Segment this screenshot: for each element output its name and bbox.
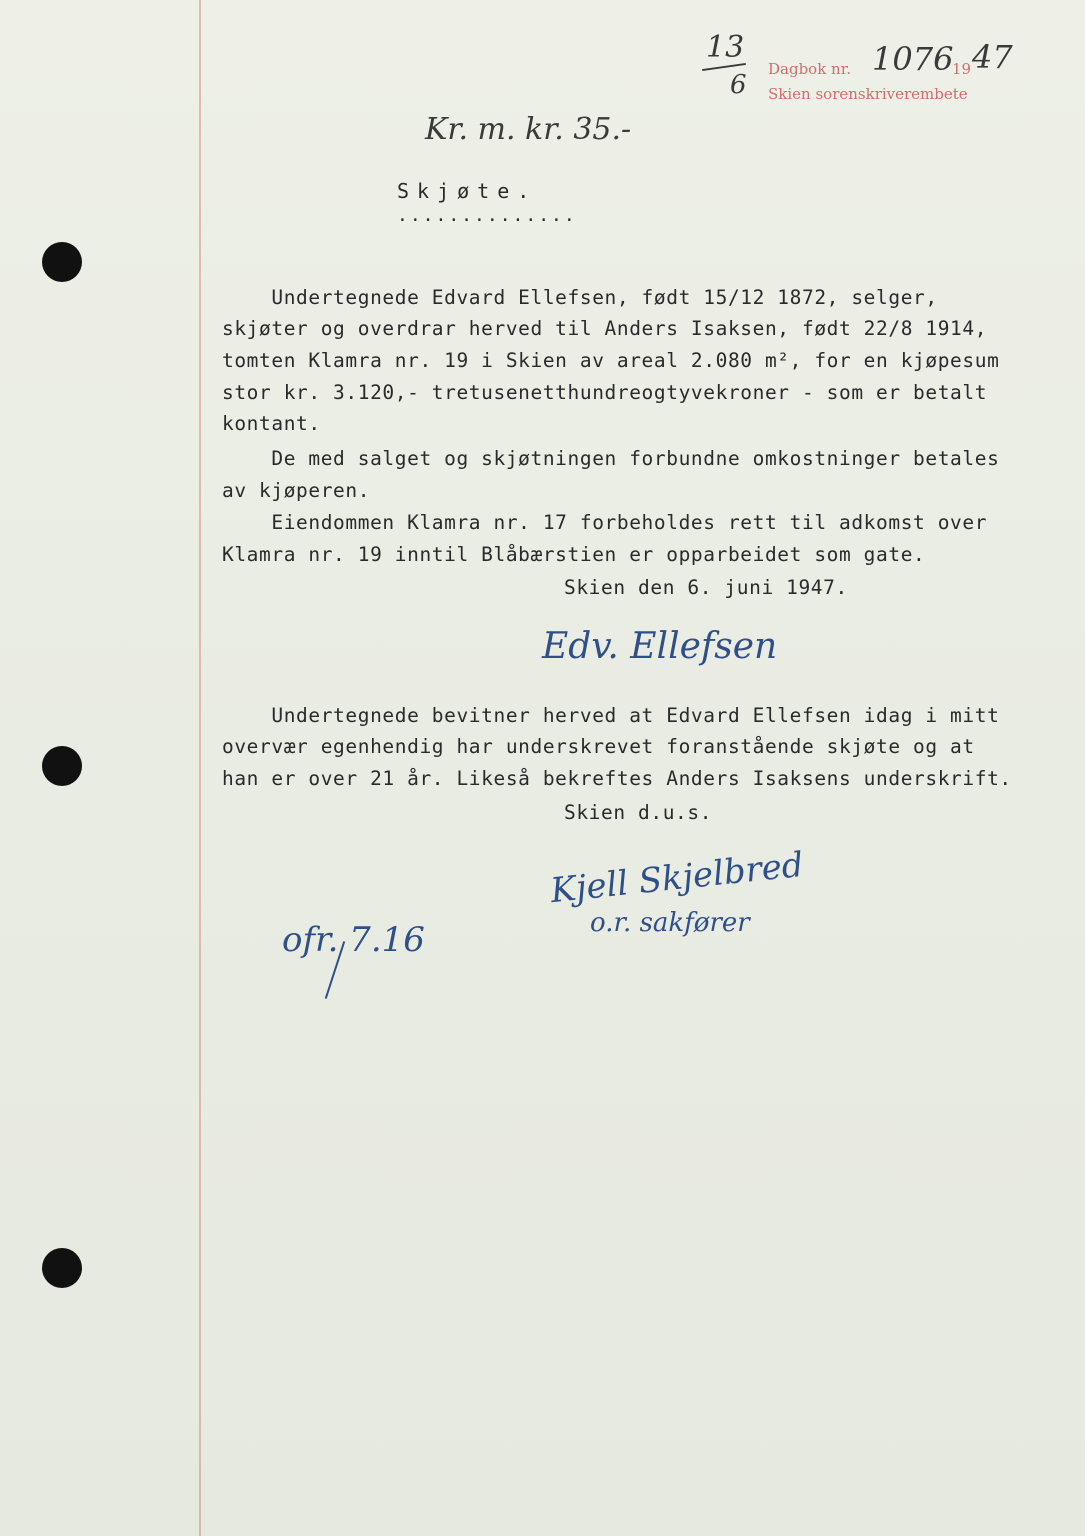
body-line: Undertegnede Edvard Ellefsen, født 15/12 1872, selger, [222, 286, 938, 309]
body-line: av kjøperen. [222, 479, 371, 502]
margin-rule [199, 0, 201, 1536]
body-line: skjøter og overdrar herved til Anders Isaksen, født 22/8 1914, [222, 317, 988, 340]
stamp-year-suffix: 47 [972, 38, 1013, 76]
stamp-number: 1076 [872, 40, 954, 78]
margin-note: ofr. 7.16 [282, 920, 425, 960]
signature-witness: Kjell Skjelbred [548, 844, 806, 912]
document-title: Skjøte. [397, 179, 538, 203]
witness-line: Undertegnede bevitner herved at Edvard Ellefsen idag i mitt [222, 704, 1000, 727]
stamp-date-top: 13 [706, 30, 745, 65]
signature-witness-title: o.r. sakfører [590, 908, 750, 938]
body-line: tomten Klamra nr. 19 i Skien av areal 2.080 m², for en kjøpesum [222, 349, 1000, 372]
witness-line: han er over 21 år. Likeså bekreftes Anders Isaksens underskrift. [222, 767, 1012, 790]
body-line: De med salget og skjøtningen forbundne omkostninger betales [222, 447, 1000, 470]
punch-hole [42, 242, 82, 282]
stamp-label: Dagbok nr. [768, 60, 852, 78]
witness-line: overvær egenhendig har underskrevet foranstående skjøte og at [222, 735, 975, 758]
punch-hole [42, 1248, 82, 1288]
place-date-dus: Skien d.u.s. [564, 801, 713, 824]
signature-seller: Edv. Ellefsen [542, 626, 778, 667]
stamp-office: Skien sorenskriverembete [768, 85, 968, 103]
body-line: Eiendommen Klamra nr. 17 forbeholdes rett til adkomst over [222, 511, 988, 534]
body-line: kontant. [222, 412, 321, 435]
title-underline: .............. [397, 205, 577, 226]
body-line: stor kr. 3.120,- tretusenetthundreogtyvekroner - som er betalt [222, 381, 988, 404]
body-line: Klamra nr. 19 inntil Blåbærstien er opparbeidet som gate. [222, 543, 926, 566]
stamp-date-bottom: 6 [730, 70, 747, 100]
place-date: Skien den 6. juni 1947. [564, 576, 848, 599]
punch-hole [42, 746, 82, 786]
fee-note: Kr. m. kr. 35.- [425, 112, 632, 147]
stamp-year-prefix: 19 [952, 60, 972, 78]
